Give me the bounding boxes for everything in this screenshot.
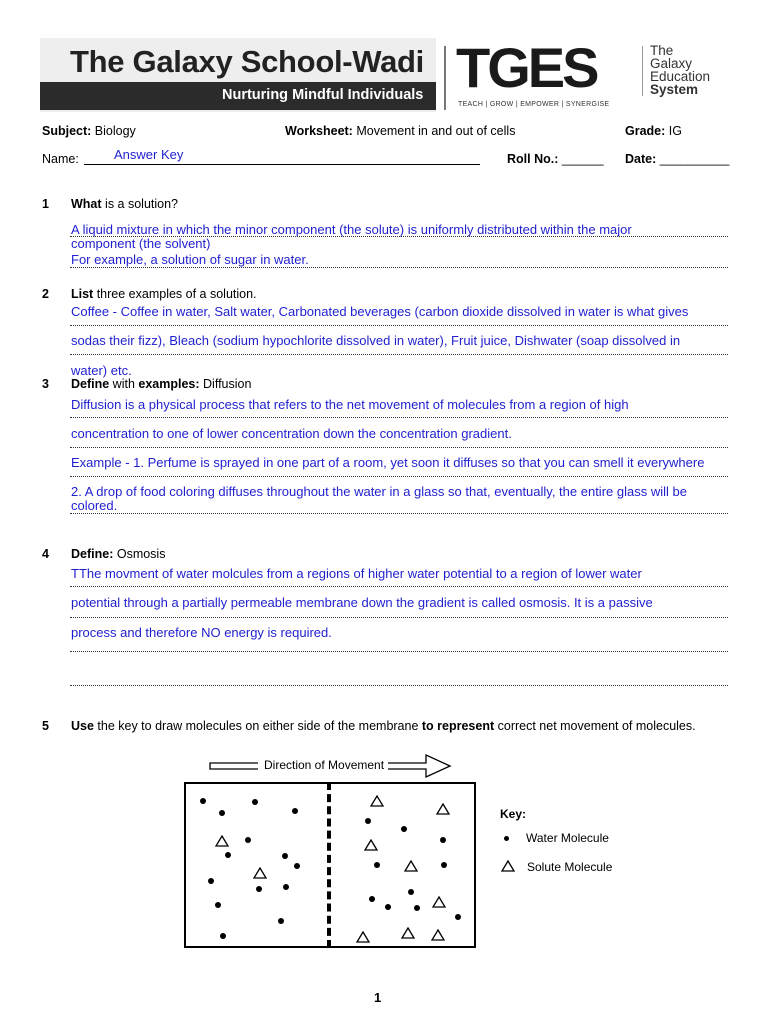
name-value[interactable]: Answer Key <box>114 147 184 162</box>
direction-label: Direction of Movement <box>264 758 385 772</box>
water-molecule <box>365 818 371 824</box>
worksheet-field <box>285 124 515 138</box>
date-field[interactable] <box>625 152 729 166</box>
answer-dotted-line <box>70 476 728 477</box>
q2-answer-line[interactable]: water) etc. <box>71 363 132 378</box>
water-molecule <box>215 902 221 908</box>
roll-blank: ______ <box>561 152 604 166</box>
q4-answer-line[interactable]: potential through a partially permeable membrane down the gradient is called osmosis. It is a passive <box>71 595 653 610</box>
system-line: Galaxy <box>650 56 693 71</box>
q3-answer-line[interactable]: 2. A drop of food coloring diffuses throughout the water in a glass so that, eventually, the entire glass will be <box>71 484 687 499</box>
solute-molecule-icon <box>431 929 445 941</box>
answer-dotted-line <box>70 651 728 652</box>
water-molecule <box>455 914 461 920</box>
q5-bold: Use <box>71 719 94 733</box>
water-molecule <box>245 837 251 843</box>
answer-dotted-line <box>70 417 728 418</box>
grade-value: IG <box>668 124 682 138</box>
date-blank: __________ <box>659 152 730 166</box>
system-line: The <box>650 43 674 58</box>
logo-divider <box>642 46 643 96</box>
subject-field <box>42 124 136 138</box>
water-molecule <box>208 878 214 884</box>
solute-molecule-icon <box>401 927 415 939</box>
q3-bold: examples: <box>138 377 200 391</box>
answer-dotted-line <box>70 447 728 448</box>
q5-mid: the key to draw molecules on either side of the membrane <box>93 719 422 733</box>
solute-molecule-icon <box>436 803 450 815</box>
water-molecule <box>401 826 407 832</box>
water-molecule <box>225 852 231 858</box>
water-molecule <box>408 889 414 895</box>
q4-rest: Osmosis <box>113 547 166 561</box>
solute-molecule-icon <box>215 835 229 847</box>
q3-answer-line[interactable]: Diffusion is a physical process that refers to the net movement of molecules from a region of high <box>71 397 629 412</box>
water-molecule <box>220 933 226 939</box>
solute-molecule-key-icon <box>501 860 515 872</box>
water-molecule-key-icon <box>504 836 509 841</box>
subject-label: Subject: <box>42 124 92 138</box>
system-name <box>650 44 710 96</box>
school-name: The Galaxy School-Wadi <box>70 44 424 79</box>
key-water: Water Molecule <box>526 831 609 845</box>
q4-number: 4 <box>42 547 49 561</box>
q1-bold: What <box>71 197 102 211</box>
grade-field <box>625 124 682 138</box>
q3-bold: Define <box>71 377 110 391</box>
water-molecule <box>278 918 284 924</box>
q2-bold: List <box>71 287 94 301</box>
q3-prompt <box>71 377 251 391</box>
system-line: System <box>650 82 699 97</box>
system-line: Education <box>650 69 711 84</box>
worksheet-label: Worksheet: <box>285 124 353 138</box>
water-molecule <box>252 799 258 805</box>
membrane <box>327 782 331 948</box>
q3-answer-line[interactable]: concentration to one of lower concentration down the concentration gradient. <box>71 426 512 441</box>
q1-answer-line[interactable]: A liquid mixture in which the minor component (the solute) is uniformly distributed within the major <box>71 222 632 237</box>
answer-dotted-line <box>70 586 728 587</box>
q5-bold: to represent <box>421 719 495 733</box>
water-molecule <box>283 884 289 890</box>
solute-molecule-icon <box>253 867 267 879</box>
q2-number: 2 <box>42 287 49 301</box>
key-solute: Solute Molecule <box>527 860 613 874</box>
roll-field[interactable] <box>507 152 604 166</box>
q1-rest: is a solution? <box>101 197 178 211</box>
water-molecule <box>369 896 375 902</box>
subject-value: Biology <box>94 124 136 138</box>
q4-prompt <box>71 547 165 561</box>
answer-dotted-line <box>70 617 728 618</box>
q5-rest: correct net movement of molecules. <box>494 719 696 733</box>
water-molecule <box>440 837 446 843</box>
q4-answer-line[interactable]: TThe movment of water molcules from a regions of higher water potential to a region of lower water <box>71 566 642 581</box>
water-molecule <box>414 905 420 911</box>
water-molecule <box>294 863 300 869</box>
q2-answer-line[interactable]: sodas their fizz), Bleach (sodium hypochlorite dissolved in water), Fruit juice, Dishwater (soap dissolved in <box>71 333 681 348</box>
key-title: Key: <box>500 807 527 821</box>
q3-rest: Diffusion <box>199 377 252 391</box>
answer-dotted-line <box>70 354 728 355</box>
worksheet-value: Movement in and out of cells <box>356 124 516 138</box>
q2-answer-line[interactable]: Coffee - Coffee in water, Salt water, Carbonated beverages (carbon dioxide dissolved in water is what gives <box>71 304 689 319</box>
solute-molecule-icon <box>364 839 378 851</box>
header-divider <box>444 46 446 110</box>
q3-number: 3 <box>42 377 49 391</box>
tges-logo: TGES <box>456 36 597 99</box>
q3-mid: with <box>109 377 139 391</box>
q1-answer-line[interactable]: For example, a solution of sugar in water. <box>71 252 309 267</box>
name-label: Name: <box>42 152 79 166</box>
q3-answer-line[interactable]: colored. <box>71 498 118 513</box>
q1-answer-line[interactable]: component (the solvent) <box>71 236 211 251</box>
tagline: Nurturing Mindful Individuals <box>222 87 424 103</box>
q4-answer-line[interactable]: process and therefore NO energy is required. <box>71 625 332 640</box>
solute-molecule-icon <box>356 931 370 943</box>
logo-motto: TEACH | GROW | EMPOWER | SYNERGISE <box>458 101 610 108</box>
date-label: Date: <box>625 152 657 166</box>
q1-prompt <box>71 197 178 211</box>
q2-prompt <box>71 287 257 301</box>
q5-number: 5 <box>42 719 49 733</box>
q2-rest: three examples of a solution. <box>93 287 257 301</box>
answer-dotted-line <box>70 325 728 326</box>
solute-molecule-icon <box>432 896 446 908</box>
q3-answer-line[interactable]: Example - 1. Perfume is sprayed in one part of a room, yet soon it diffuses so that you can smell it everywhere <box>71 455 705 470</box>
name-line <box>84 164 480 165</box>
roll-label: Roll No.: <box>507 152 559 166</box>
answer-dotted-line <box>70 513 728 514</box>
water-molecule <box>256 886 262 892</box>
water-molecule <box>385 904 391 910</box>
answer-dotted-line <box>70 267 728 268</box>
q4-bold: Define: <box>71 547 114 561</box>
water-molecule <box>219 810 225 816</box>
answer-dotted-line <box>70 685 728 686</box>
water-molecule <box>292 808 298 814</box>
water-molecule <box>441 862 447 868</box>
water-molecule <box>200 798 206 804</box>
q5-prompt <box>71 719 696 733</box>
solute-molecule-icon <box>404 860 418 872</box>
solute-molecule-icon <box>370 795 384 807</box>
grade-label: Grade: <box>625 124 666 138</box>
water-molecule <box>374 862 380 868</box>
page-number: 1 <box>374 990 382 1005</box>
water-molecule <box>282 853 288 859</box>
q1-number: 1 <box>42 197 49 211</box>
